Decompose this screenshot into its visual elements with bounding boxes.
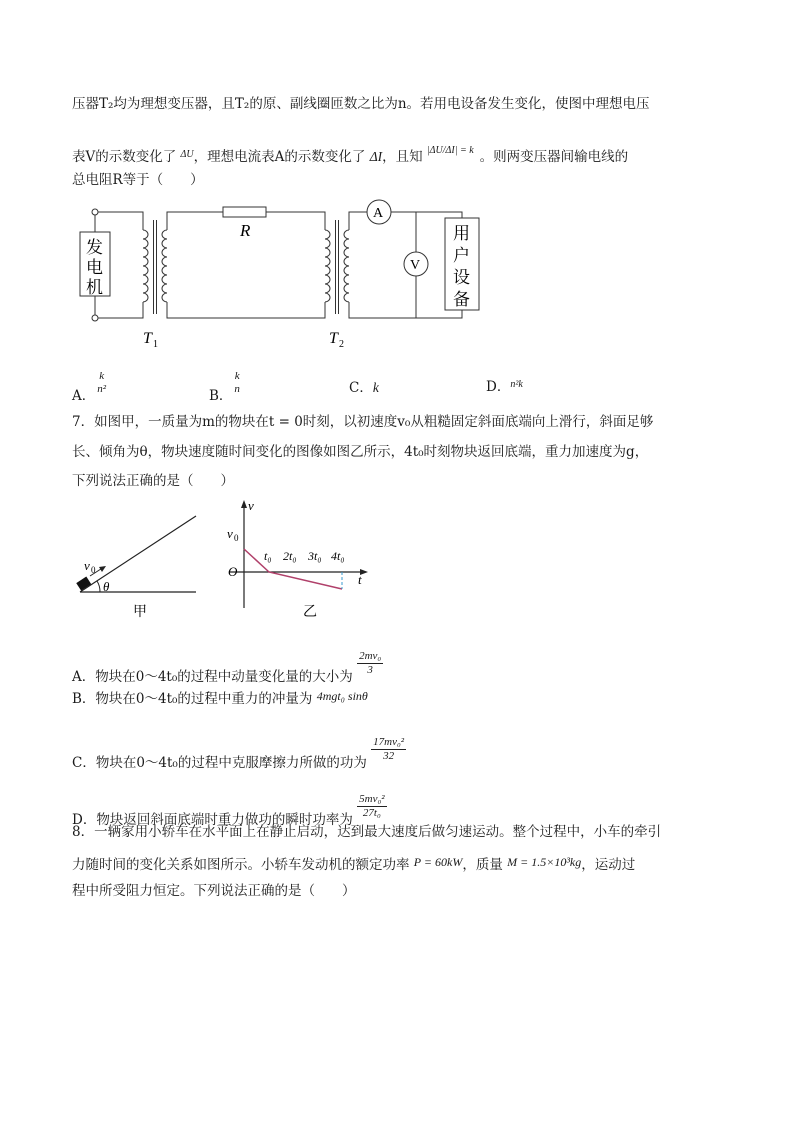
q6-option-d[interactable] [486,375,523,397]
device-label-4: 备 [453,290,470,309]
t-axis-label: t [358,572,362,587]
figure-jia-caption: 甲 [133,605,147,620]
q8-line-2b: ，质量 [462,857,503,873]
t1-subscript: 1 [153,339,158,350]
generator-label-3: 机 [86,278,103,297]
q6-line-3: 总电阻R等于（ ） [72,172,204,188]
ammeter-label: A [373,206,384,221]
q6-ratio-k: |ΔU/ΔI| = k [426,145,474,156]
tick-2t0: 2t₀ [283,549,297,563]
t2-label: T [329,330,338,347]
q6-option-b-frac: k n [234,370,240,395]
q7-option-b[interactable] [72,686,368,709]
q6-option-a[interactable] [72,370,108,406]
q7-option-d-frac: $\frac{\text{5mv₀²}}{\text{27t₀}}$ [359,793,385,819]
q6-option-d-label: D． [486,379,511,395]
v0-axis-subscript: 0 [234,533,239,543]
q6-line-2 [72,141,628,167]
resistor-label: R [240,221,251,240]
generator-label-2: 电 [86,258,103,277]
q6-circuit-diagram [68,198,488,354]
q6-option-a-frac: k n² [97,370,107,395]
t2-subscript: 2 [339,339,344,350]
resistor-r [223,207,266,217]
device-label-2: 户 [453,246,470,265]
q6-line-1: 压器T₂均为理想变压器，且T₂的原、副线圈匝数之比为n。若用电设备发生变化，使图中理想电压 [72,96,650,112]
q6-line-2c: ，且知 [382,149,423,165]
tick-3t0: 3t₀ [308,549,322,563]
q8-line-2c: ，运动过 [581,857,636,873]
tick-4t0: 4t₀ [331,549,345,563]
tick-t0: t₀ [264,549,272,563]
q8-line-2a: 力随时间的变化关系如图所示。小轿车发动机的额定功率 [72,857,410,873]
q6-option-d-text: n²k [510,379,523,390]
origin-label: O [228,564,238,579]
q7-option-d-label: D．物块返回斜面底端时重力做功的瞬时功率为 [72,812,353,828]
q7-line-2: 长、倾角为θ，物块速度随时间变化的图像如图乙所示，4t₀时刻物块返回底端，重力加速度为g， [72,444,649,460]
q6-delta-i: ΔI [369,149,383,164]
q6-line-2b: ，理想电流表A的示数变化了 [193,149,366,165]
theta-label: θ [103,579,110,594]
q8-mass: M = 1.5×10³kg [507,855,582,869]
q7-option-c-frac: $\frac{\text{17mv₀²}}{32}$ [373,736,405,762]
q6-option-c[interactable] [349,378,379,398]
block [76,577,91,591]
q7-option-b-expr: 4mgt₀ sinθ [316,689,368,703]
v0-subscript: 0 [91,565,96,575]
q6-line-2a: 表V的示数变化了 [72,149,177,165]
q7-line-3: 下列说法正确的是（ ） [72,473,234,489]
q8-line-1: 8．一辆家用小轿车在水平面上在静止启动，达到最大速度后做匀速运动。整个过程中，小车的牵引 [72,824,662,840]
q7-option-a-label: A．物块在0～4t₀的过程中动量变化量的大小为 [72,669,353,685]
q8-power: P = 60kW [413,855,463,869]
q7-option-c-label: C．物块在0～4t₀的过程中克服摩擦力所做的功为 [72,755,367,771]
q7-line-1: 7．如图甲，一质量为m的物块在t = 0时刻，以初速度v₀从粗糙固定斜面底端向上滑行，斜面足够 [72,414,654,430]
q7-option-a-frac: $\frac{\text{2mv₀}}{3}$ [359,650,382,676]
q8-line-3: 程中所受阻力恒定。下列说法正确的是（ ） [72,883,356,899]
q6-delta-u: ΔU [180,149,194,160]
q7-option-c[interactable] [72,736,406,773]
q7-option-a[interactable] [72,650,383,687]
device-label-1: 用 [453,224,470,243]
generator-label-1: 发 [86,238,103,257]
v-axis-label: v [248,498,254,513]
v0-axis-label: v [227,526,233,541]
q6-option-c-text: k [372,380,379,395]
figure-yi-caption: 乙 [303,605,317,620]
q6-option-c-label: C． [349,380,373,396]
q6-option-b-label: B． [209,388,233,404]
q7-option-b-label: B．物块在0～4t₀的过程中重力的冲量为 [72,691,313,707]
q6-line-2d: 。则两变压器间输电线的 [479,149,629,165]
voltmeter-label: V [410,258,421,273]
q7-figure-vt-graph [224,498,374,623]
q8-line-2 [72,852,635,875]
q6-option-b[interactable] [209,370,242,406]
device-label-3: 设 [453,268,470,287]
q6-option-a-label: A． [72,388,96,404]
q7-figure-incline [70,508,205,623]
t1-label: T [143,330,152,347]
v0-label: v [84,558,90,573]
